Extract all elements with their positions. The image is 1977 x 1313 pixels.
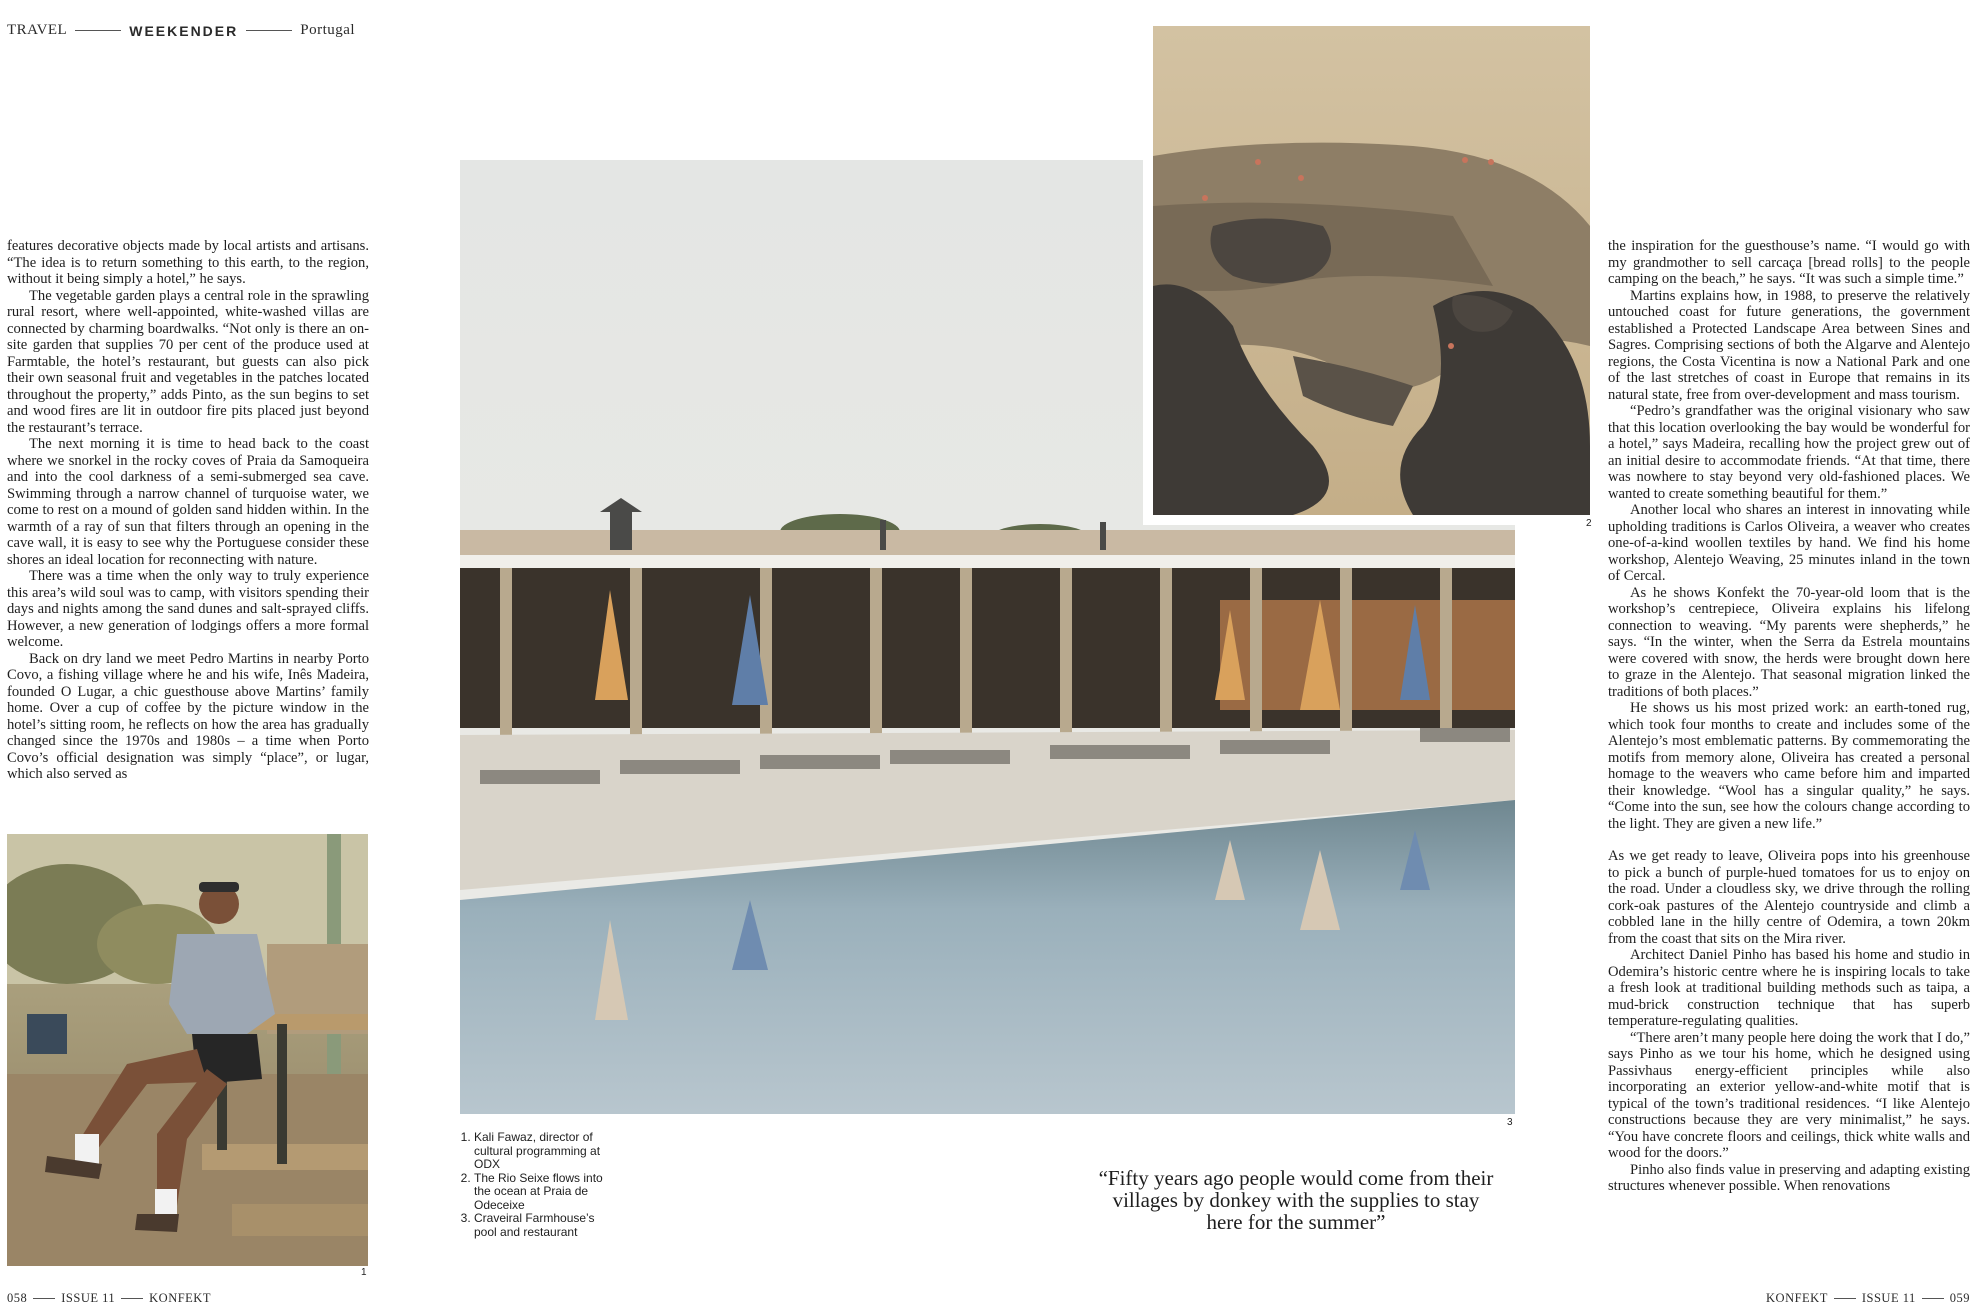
paragraph: Another local who shares an interest in innovating while upholding traditions is Carlos Oliveira, a weaver who creates one-of-a-kind woollen textiles by hand. We find his home workshop, Alentejo Weaving, 25 minutes inland in the town of Cercal.	[1608, 502, 1970, 584]
header-rule	[75, 30, 121, 31]
footer-brand: KONFEKT	[149, 1291, 211, 1305]
paragraph: As we get ready to leave, Oliveira pops into his greenhouse to pick a bunch of purple-hued tomatoes for us to enjoy on the road. Under a cloudless sky, we drive through the rolling cork-oak pastures of the Alentejo countryside and climb a cobbled lane in the hilly centre of Odemira, a town 20km from the coast that sits on the Mira river.	[1608, 848, 1970, 947]
header-rule	[246, 30, 292, 31]
footer-rule	[1834, 1298, 1856, 1299]
caption-item: 3. Craveiral Farmhouse’s pool and restaurant	[474, 1212, 610, 1239]
figure-number-2: 2	[1586, 518, 1592, 529]
left-text-column	[7, 238, 369, 783]
caption-list	[460, 1131, 610, 1239]
paragraph: The next morning it is time to head back to the coast where we snorkel in the rocky coves of Praia da Samoqueira and into the cool darkness of a semi-submerged sea cave. Swimming through a narrow channel of turquoise water, we come to rest on a mound of golden sand hidden within. In the warmth of a ray of sun that filters through an opening in the cave wall, it is easy to see why the Portuguese consider these shores an ideal location for reconnecting with nature.	[7, 436, 369, 568]
footer-right	[1766, 1291, 1970, 1306]
paragraph: Architect Daniel Pinho has based his home and studio in Odemira’s historic centre where he is inspiring locals to take a fresh look at traditional building methods such as taipa, a mud-brick construction technique that has superb temperature-regulating qualities.	[1608, 947, 1970, 1029]
aerial-illustration	[1153, 26, 1590, 515]
paragraph: the inspiration for the guesthouse’s name. “I would go with my grandmother to sell carcaça [bread rolls] to the people camping on the beach,” he says. “It was such a simple time.”	[1608, 238, 1970, 287]
footer-issue: ISSUE 11	[1861, 1291, 1916, 1305]
captions	[460, 1131, 610, 1239]
running-header	[7, 22, 355, 39]
paragraph: Back on dry land we meet Pedro Martins in nearby Porto Covo, a fishing village where he and his wife, Inês Madeira, founded O Lugar, a chic guesthouse above Martins’ family home. Over a cup of coffee by the picture window in the hotel’s sitting room, he reflects on how the area has gradually changed since the 1970s and 1980s – a time when Porto Covo’s official designation was simply “place”, or lugar, which also served as	[7, 650, 369, 782]
right-text-column	[1608, 238, 1970, 1195]
figure-number-3: 3	[1507, 1117, 1513, 1128]
paragraph: As he shows Konfekt the 70-year-old loom that is the workshop’s centrepiece, Oliveira explains his lifelong connection to weaving. “My parents were shepherds,” he says. “In the winter, when the Serra da Estrela mountains were covered with snow, the herds were brought down here to graze in the Alentejo. That seasonal migration linked the traditions of both places.”	[1608, 584, 1970, 700]
paragraph: He shows us his most prized work: an earth-toned rug, which took four months to create and includes some of the Alentejo’s most emblematic patterns. By commemorating the motifs from memory alone, Oliveira has created a personal homage to the weavers who came before him and imparted their knowledge. “Wool has a singular quality,” he says. “Come into the sun, see how the colours change according to the light. They are given a new life.”	[1608, 700, 1970, 832]
paragraph: features decorative objects made by local artists and artisans. “The idea is to return something to this earth, to the region, without it being simply a hotel,” he says.	[7, 238, 369, 287]
pull-quote: “Fifty years ago people would come from their villages by donkey with the supplies to stay here for the summer”	[1098, 1166, 1494, 1234]
photo-portrait	[7, 834, 368, 1266]
caption-item: 1. Kali Fawaz, director of cultural programming at ODX	[474, 1131, 610, 1172]
paragraph: “Pedro’s grandfather was the original visionary who saw that this location overlooking the bay would be wonderful for a hotel,” says Madeira, recalling how the project grew out of an initial desire to accommodate friends. “At that time, there was nowhere to stay beyond very old-fashioned places. We wanted to create something beautiful for them.”	[1608, 403, 1970, 502]
header-section: TRAVEL	[7, 22, 68, 38]
header-series: WEEKENDER	[129, 22, 239, 39]
footer-rule	[33, 1298, 55, 1299]
footer-page-number: 058	[7, 1291, 28, 1305]
figure-number-1: 1	[361, 1267, 367, 1278]
footer-rule	[121, 1298, 143, 1299]
footer-left	[7, 1291, 211, 1306]
paragraph: “There aren’t many people here doing the work that I do,” says Pinho as we tour his home, which he designed using Passivhaus energy-efficient principles while also incorporating an exterior yellow-and-white motif that is typical of the town’s traditional residences. “I like Alentejo constructions because they are very minimalist,” he says. “You have concrete floors and ceilings, thick white walls and wood for the doors.”	[1608, 1029, 1970, 1161]
footer-issue: ISSUE 11	[61, 1291, 116, 1305]
portrait-illustration	[7, 834, 368, 1266]
footer-page-number: 059	[1949, 1291, 1970, 1305]
photo-aerial-beach	[1143, 26, 1590, 525]
header-place: Portugal	[300, 22, 356, 38]
paragraph: Pinho also finds value in preserving and adapting existing structures whenever possible. When renovations	[1608, 1161, 1970, 1194]
paragraph: There was a time when the only way to truly experience this area’s wild soul was to camp, with visitors spending their days and nights among the sand dunes and salt-sprayed cliffs. However, a new generation of lodgings offers a more formal welcome.	[7, 568, 369, 650]
paragraph: The vegetable garden plays a central role in the sprawling rural resort, where well-appointed, white-washed villas are connected by charming boardwalks. “Not only is there an on-site garden that supplies 70 per cent of the produce used at Farmtable, the hotel’s restaurant, but guests can also pick their own seasonal fruit and vegetables in the patches located throughout the property,” adds Pinto, as the sun begins to set and wood fires are lit in outdoor fire pits placed just beyond the restaurant’s terrace.	[7, 287, 369, 436]
footer-brand: KONFEKT	[1766, 1291, 1828, 1305]
footer-rule	[1922, 1298, 1944, 1299]
caption-item: 2. The Rio Seixe flows into the ocean at Praia de Odeceixe	[474, 1172, 610, 1213]
paragraph: Martins explains how, in 1988, to preserve the relatively untouched coast for future generations, the government established a Protected Landscape Area between Sines and Sagres. Comprising sections of both the Algarve and Alentejo regions, the Costa Vicentina is now a National Park and one of the last stretches of coast in Europe that remains in its natural state, free from over-development and mass tourism.	[1608, 287, 1970, 403]
